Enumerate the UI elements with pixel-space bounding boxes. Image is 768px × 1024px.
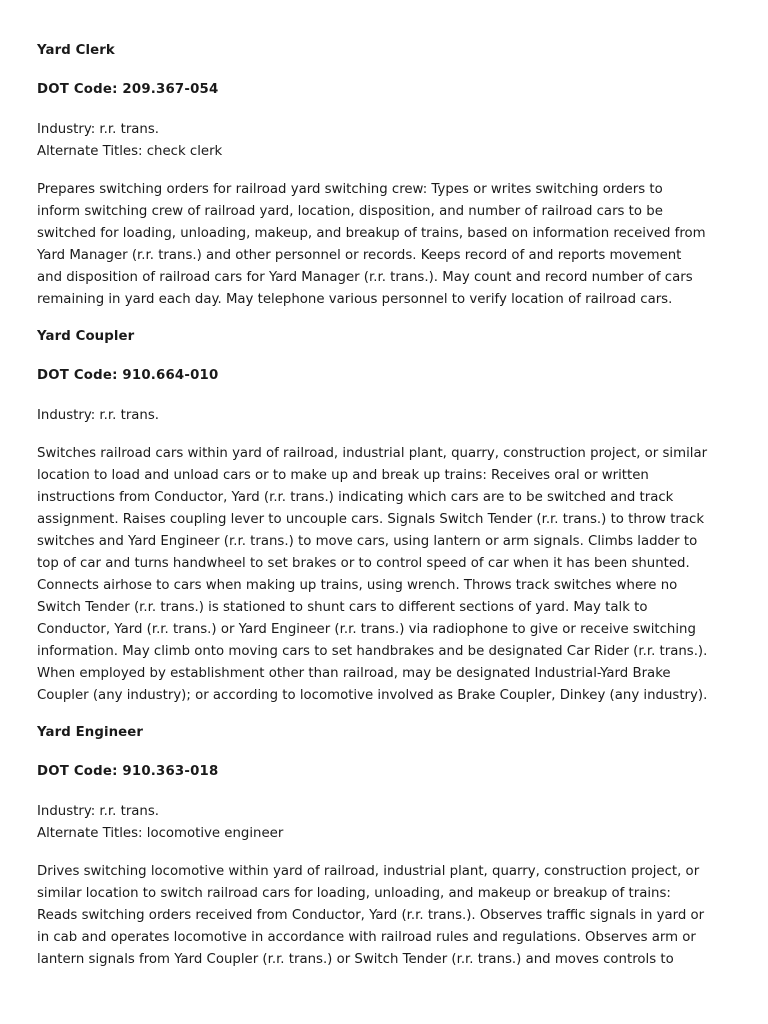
job-title: Yard Engineer — [37, 725, 144, 740]
dot-code: DOT Code: 209.367-054 — [37, 82, 219, 97]
job-entry-yard-clerk — [37, 42, 737, 311]
job-description — [37, 443, 737, 707]
description-line: assignment. Raises coupling lever to uncouple cars. Signals Switch Tender (r.r. trans.) to throw track — [37, 512, 705, 527]
description-line: Conductor, Yard (r.r. trans.) or Yard Engineer (r.r. trans.) via radiophone to give or receive switching — [37, 622, 696, 637]
job-title: Yard Clerk — [37, 43, 115, 58]
job-entry-yard-coupler — [37, 328, 737, 707]
description-line: and disposition of railroad cars for Yard Manager (r.r. trans.). May count and record number of cars — [37, 270, 693, 285]
description-line: Coupler (any industry); or according to locomotive involved as Brake Coupler, Dinkey (any industry). — [37, 688, 708, 703]
description-line: information. May climb onto moving cars to set handbrakes and be designated Car Rider (r.r. trans.). — [37, 644, 708, 659]
description-line: lantern signals from Yard Coupler (r.r. trans.) or Switch Tender (r.r. trans.) and moves controls to — [37, 952, 674, 967]
description-line: instructions from Conductor, Yard (r.r. trans.) indicating which cars are to be switched and track — [37, 490, 674, 505]
job-title: Yard Coupler — [37, 329, 135, 344]
description-line: similar location to switch railroad cars for loading, unloading, and makeup or breakup of trains: — [37, 886, 671, 901]
dot-code: DOT Code: 910.363-018 — [37, 764, 219, 779]
job-meta — [37, 405, 737, 427]
description-line: location to load and unload cars or to make up and break up trains: Receives oral or written — [37, 468, 649, 483]
industry-line: Industry: r.r. trans. — [37, 408, 160, 423]
industry-line: Industry: r.r. trans. — [37, 122, 160, 137]
description-line: Switch Tender (r.r. trans.) is stationed to shunt cars to different sections of yard. May talk to — [37, 600, 648, 615]
description-line: Yard Manager (r.r. trans.) and other personnel or records. Keeps record of and reports movement — [37, 248, 682, 263]
alternate-titles-line: Alternate Titles: locomotive engineer — [37, 826, 284, 841]
description-line: Drives switching locomotive within yard of railroad, industrial plant, quarry, construction project, or — [37, 864, 700, 879]
job-description — [37, 179, 737, 311]
description-line: top of car and turns handwheel to set brakes or to control speed of car when it has been shunted. — [37, 556, 690, 571]
description-line: in cab and operates locomotive in accordance with railroad rules and regulations. Observes arm or — [37, 930, 696, 945]
job-meta — [37, 119, 737, 163]
description-line: When employed by establishment other than railroad, may be designated Industrial-Yard Brake — [37, 666, 671, 681]
industry-line: Industry: r.r. trans. — [37, 804, 160, 819]
description-line: remaining in yard each day. May telephone various personnel to verify location of railroad cars. — [37, 292, 673, 307]
description-line: switched for loading, unloading, makeup, and breakup of trains, based on information received from — [37, 226, 706, 241]
alternate-titles-line: Alternate Titles: check clerk — [37, 144, 223, 159]
job-entry-yard-engineer — [37, 724, 737, 971]
description-line: Prepares switching orders for railroad yard switching crew: Types or writes switching orders to — [37, 182, 663, 197]
description-line: Reads switching orders received from Conductor, Yard (r.r. trans.). Observes traffic signals in yard or — [37, 908, 705, 923]
job-description — [37, 861, 737, 971]
description-line: Connects airhose to cars when making up trains, using wrench. Throws track switches where no — [37, 578, 678, 593]
dot-code: DOT Code: 910.664-010 — [37, 368, 219, 383]
job-meta — [37, 801, 737, 845]
description-line: Switches railroad cars within yard of railroad, industrial plant, quarry, construction project, or similar — [37, 446, 708, 461]
document-page — [37, 42, 737, 988]
description-line: switches and Yard Engineer (r.r. trans.) to move cars, using lantern or arm signals. Climbs ladder to — [37, 534, 698, 549]
description-line: inform switching crew of railroad yard, location, disposition, and number of railroad cars to be — [37, 204, 663, 219]
